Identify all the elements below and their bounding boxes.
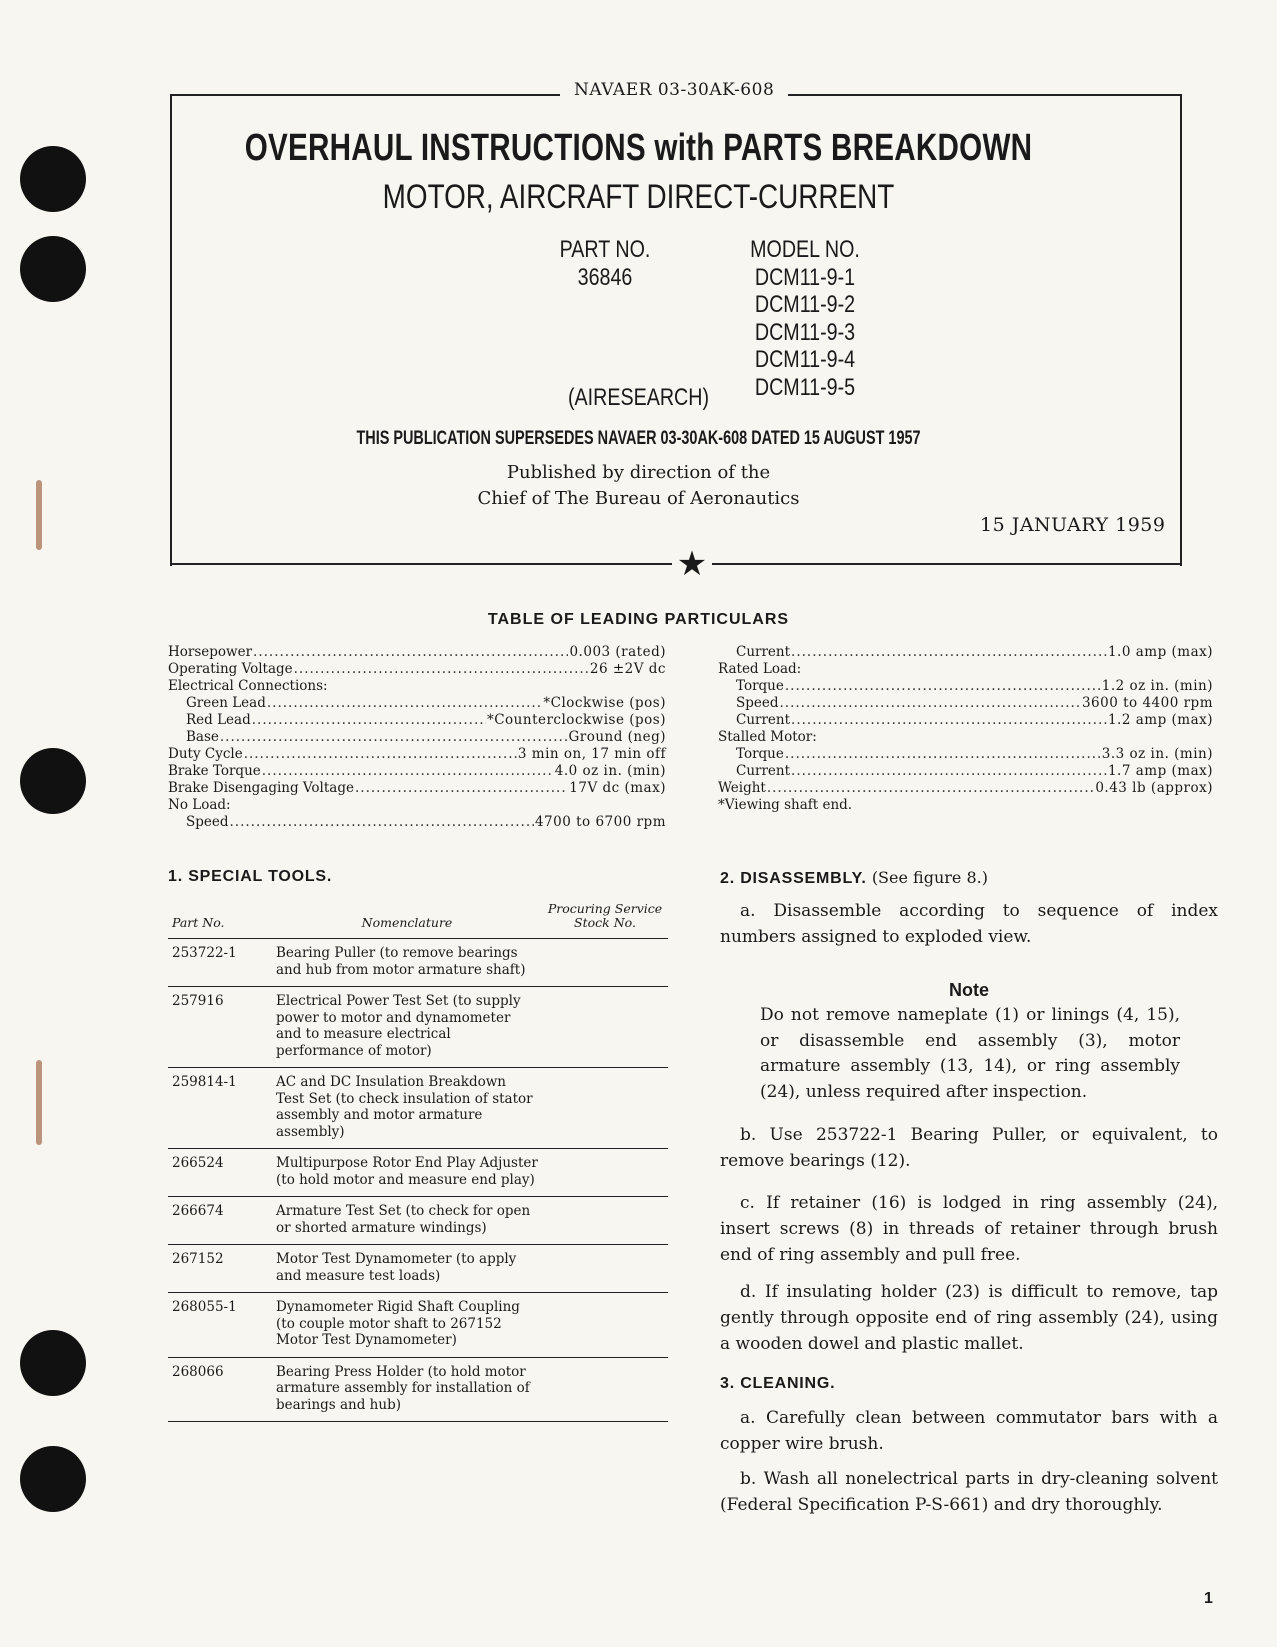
particular-label: Brake Disengaging Voltage [168,780,354,796]
particular-label: Operating Voltage [168,661,293,677]
disassembly-heading [720,868,988,888]
model-number: DCM11-9-1 [754,263,856,291]
published-line: Chief of The Bureau of Aeronautics [477,488,800,509]
published-by [0,460,1277,512]
leader-dots [791,644,1107,661]
particular-label: Brake Torque [168,763,261,779]
tool-part-number: 268066 [168,1357,272,1422]
tool-stock-number [542,1293,668,1358]
leading-particulars-left [168,644,666,831]
particular-row [168,678,666,695]
particular-row [718,797,1213,814]
particular-value: 0.43 lb (approx) [1095,780,1213,796]
tool-stock-number [542,1149,668,1197]
leader-dots [294,661,589,678]
special-tools-table [168,900,668,1422]
model-label: MODEL NO. [750,236,860,263]
particular-label: Weight [718,780,766,796]
particular-label: Stalled Motor: [718,729,817,745]
model-number: DCM11-9-5 [754,373,856,401]
tool-nomenclature: Bearing Press Holder (to hold motor armature assembly for installation of bearings and hub) [272,1357,542,1422]
main-title: OVERHAUL INSTRUCTIONS with PARTS BREAKDOWN [244,127,1033,169]
doc-number: NAVAER 03-30AK-608 [560,80,788,100]
particular-row [718,644,1213,661]
model-number: DCM11-9-4 [754,346,856,373]
manufacturer: (AIRESEARCH) [567,384,710,411]
disassembly-step-c: c. If retainer (16) is lodged in ring assembly (24), insert screws (8) in threads of retainer through brush end of ring assembly and pull free. [720,1193,1218,1265]
disassembly-step-d: d. If insulating holder (23) is difficult to remove, tap gently through opposite end of ring assembly (24), using a wooden dowel and plastic mallet. [720,1282,1218,1354]
particular-row [718,661,1213,678]
particular-row [718,763,1213,780]
special-tools-heading: 1. SPECIAL TOOLS. [168,868,333,885]
leader-dots [253,644,568,661]
column-header: Nomenclature [272,900,542,939]
tool-nomenclature: Armature Test Set (to check for open or shorted armature windings) [272,1197,542,1245]
particular-value: 1.0 amp (max) [1107,644,1213,660]
particular-value: 3600 to 4400 rpm [1081,695,1213,711]
published-line: Published by direction of the [506,462,771,483]
leader-dots [244,746,517,763]
part-label: PART NO. [559,236,651,263]
particular-label: Electrical Connections: [168,678,328,694]
particular-label: *Viewing shaft end. [718,797,853,813]
binder-hole [20,236,86,302]
tool-nomenclature: AC and DC Insulation Breakdown Test Set (to check insulation of stator assembly and motor armature assembly) [272,1068,542,1149]
particular-row [718,780,1213,797]
particular-row [168,797,666,814]
tool-stock-number [542,939,668,987]
part-number: 36846 [577,264,633,291]
tool-stock-number [542,1357,668,1422]
particular-label: Speed [186,814,229,830]
leader-dots [780,695,1081,712]
particular-value: 4700 to 6700 rpm [534,814,666,830]
leader-dots [791,712,1107,729]
disassembly-step-a: a. Disassemble according to sequence of index numbers assigned to exploded view. [720,901,1218,947]
model-number: DCM11-9-2 [754,291,856,318]
tool-nomenclature: Bearing Puller (to remove bearings and hub from motor armature shaft) [272,939,542,987]
particular-label: Red Lead [186,712,251,728]
page-number: 1 [1204,1590,1213,1607]
particular-value: 0.003 (rated) [569,644,666,660]
table-row [168,1068,668,1149]
particular-row [168,661,666,678]
particular-label: Torque [736,678,784,694]
note-text: Do not remove nameplate (1) or linings (4, 15), or disassemble end assembly (3), motor armature assembly (13, 14), or ring assembly (24), unless required after inspection. [760,1005,1180,1102]
cleaning-heading: 3. CLEANING. [720,1375,836,1392]
particular-value: 3 min on, 17 min off [517,746,666,762]
binder-hole [20,146,86,212]
table-row [168,1197,668,1245]
disassembly-title: 2. DISASSEMBLY. [720,870,867,887]
table-row [168,939,668,987]
particular-label: Horsepower [168,644,253,660]
tool-part-number: 257916 [168,987,272,1068]
tool-part-number: 266674 [168,1197,272,1245]
particular-value: *Clockwise (pos) [543,695,666,711]
sub-title: MOTOR, AIRCRAFT DIRECT-CURRENT [382,178,895,216]
particular-value: 1.2 oz in. (min) [1101,678,1213,694]
table-row [168,1149,668,1197]
particular-row [168,780,666,797]
tool-part-number: 259814-1 [168,1068,272,1149]
tool-nomenclature: Motor Test Dynamometer (to apply and measure test loads) [272,1245,542,1293]
table-row [168,1245,668,1293]
particular-label: Current [736,644,791,660]
particular-value: 4.0 oz in. (min) [554,763,666,779]
particular-value: 3.3 oz in. (min) [1101,746,1213,762]
table-row [168,987,668,1068]
tool-nomenclature: Multipurpose Rotor End Play Adjuster (to hold motor and measure end play) [272,1149,542,1197]
leader-dots [262,763,554,780]
table-header-row [168,900,668,939]
particular-row [168,729,666,746]
rust-mark [36,1060,42,1145]
leader-dots [791,763,1107,780]
particular-row [718,678,1213,695]
note-title: Note [949,980,989,1000]
particular-row [718,746,1213,763]
table-row [168,1293,668,1358]
particular-row [168,814,666,831]
particular-row [168,746,666,763]
particular-row [718,729,1213,746]
particular-row [168,695,666,712]
binder-hole [20,748,86,814]
column-header: Procuring Service Stock No. [542,900,668,939]
particular-row [168,644,666,661]
particular-label: Current [736,712,791,728]
particular-label: Rated Load: [718,661,802,677]
particular-label: Current [736,763,791,779]
leader-dots [785,746,1101,763]
tool-stock-number [542,1068,668,1149]
particular-value: Ground (neg) [568,729,666,745]
star-icon: ★ [672,544,712,584]
leader-dots [267,695,543,712]
table-row [168,1357,668,1422]
particular-label: No Load: [168,797,231,813]
leader-dots [355,780,568,797]
particular-row [168,763,666,780]
binder-hole [20,1330,86,1396]
particular-value: 17V dc (max) [569,780,666,796]
leader-dots [767,780,1094,797]
tool-stock-number [542,987,668,1068]
particular-label: Base [186,729,219,745]
publication-date: 15 JANUARY 1959 [980,514,1166,536]
supersedes-notice: THIS PUBLICATION SUPERSEDES NAVAER 03-30AK-608 DATED 15 AUGUST 1957 [356,428,921,449]
particular-label: Torque [736,746,784,762]
disassembly-step-b: b. Use 253722-1 Bearing Puller, or equivalent, to remove bearings (12). [720,1125,1218,1171]
tool-part-number: 267152 [168,1245,272,1293]
leader-dots [785,678,1101,695]
tool-nomenclature: Electrical Power Test Set (to supply power to motor and dynamometer and to measure electrical performance of motor) [272,987,542,1068]
tool-part-number: 268055-1 [168,1293,272,1358]
particular-label: Speed [736,695,779,711]
cleaning-step-a: a. Carefully clean between commutator bars with a copper wire brush. [720,1408,1218,1454]
particular-label: Duty Cycle [168,746,243,762]
leading-particulars-title: TABLE OF LEADING PARTICULARS [487,611,790,628]
tool-nomenclature: Dynamometer Rigid Shaft Coupling (to couple motor shaft to 267152 Motor Test Dynamometer) [272,1293,542,1358]
particular-row [168,712,666,729]
special-tools-body [168,939,668,1422]
cleaning-step-b: b. Wash all nonelectrical parts in dry-cleaning solvent (Federal Specification P-S-661) and dry thoroughly. [720,1469,1218,1515]
particular-row [718,695,1213,712]
particular-row [718,712,1213,729]
tool-stock-number [542,1245,668,1293]
leading-particulars-right [718,644,1213,814]
part-block [556,236,654,292]
disassembly-figure-ref: (See figure 8.) [871,868,988,887]
model-number: DCM11-9-3 [754,318,856,346]
leader-dots [220,729,568,746]
leader-dots [230,814,534,831]
particular-value: *Counterclockwise (pos) [486,712,666,728]
tool-part-number: 266524 [168,1149,272,1197]
column-header: Part No. [168,900,272,939]
particular-value: 1.7 amp (max) [1107,763,1213,779]
particular-value: 26 ±2V dc [589,661,666,677]
leader-dots [252,712,486,729]
tool-stock-number [542,1197,668,1245]
particular-value: 1.2 amp (max) [1107,712,1213,728]
binder-hole [20,1446,86,1512]
particular-label: Green Lead [186,695,266,711]
model-block [748,236,863,401]
tool-part-number: 253722-1 [168,939,272,987]
